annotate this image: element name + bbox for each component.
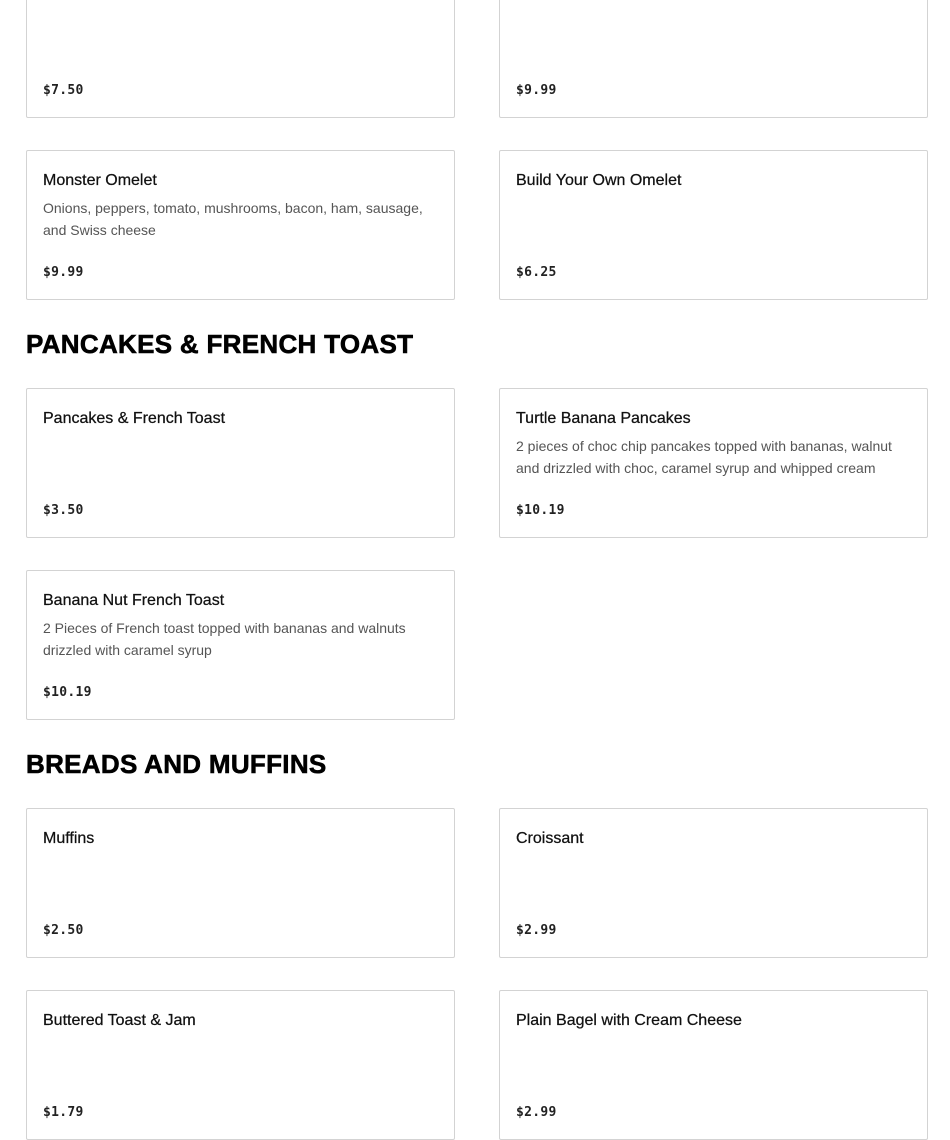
menu-item-price: $9.99	[43, 265, 84, 280]
menu-item-card[interactable]	[499, 150, 928, 300]
menu-item-name: Build Your Own Omelet	[516, 172, 682, 189]
menu-item-name: Croissant	[516, 830, 584, 847]
menu-item-card[interactable]	[26, 990, 455, 1140]
menu-item-name: Buttered Toast & Jam	[43, 1012, 196, 1029]
menu-item-card[interactable]	[26, 150, 455, 300]
menu-item-name: Pancakes & French Toast	[43, 410, 226, 427]
menu-item-price: $2.99	[516, 1105, 557, 1120]
menu-page	[26, 0, 928, 1140]
menu-item-card[interactable]	[26, 0, 455, 118]
section-header	[26, 300, 928, 388]
menu-item-card[interactable]	[26, 388, 455, 538]
menu-item-price: $10.19	[43, 685, 92, 700]
menu-item-card[interactable]	[499, 990, 928, 1140]
menu-item-card[interactable]	[26, 808, 455, 958]
menu-item-grid	[26, 0, 928, 300]
menu-item-card[interactable]	[499, 388, 928, 538]
menu-item-price: $9.99	[516, 83, 557, 98]
menu-item-name: Banana Nut French Toast	[43, 592, 225, 609]
menu-item-grid	[26, 388, 928, 720]
menu-item-name: Monster Omelet	[43, 172, 157, 189]
menu-item-price: $3.50	[43, 503, 84, 518]
menu-section-breads	[26, 720, 928, 1140]
menu-item-card[interactable]	[26, 570, 455, 720]
menu-section-pancakes	[26, 300, 928, 720]
menu-item-description: 2 Pieces of French toast topped with bananas and walnuts drizzled with caramel syrup	[43, 620, 406, 658]
menu-item-grid	[26, 808, 928, 1140]
menu-item-name: Turtle Banana Pancakes	[516, 410, 691, 427]
menu-item-price: $1.79	[43, 1105, 84, 1120]
menu-item-card[interactable]	[499, 808, 928, 958]
menu-item-price: $6.25	[516, 265, 557, 280]
menu-item-card[interactable]	[499, 0, 928, 118]
menu-section-omelets	[26, 0, 928, 300]
section-title: PANCAKES & FRENCH TOAST	[26, 329, 414, 359]
menu-item-description: Onions, peppers, tomato, mushrooms, bacon, ham, sausage, and Swiss cheese	[43, 200, 423, 238]
section-title: BREADS AND MUFFINS	[26, 749, 327, 779]
menu-item-price: $2.99	[516, 923, 557, 938]
menu-item-price: $7.50	[43, 83, 84, 98]
section-header	[26, 720, 928, 808]
menu-item-price: $10.19	[516, 503, 565, 518]
menu-item-description: 2 pieces of choc chip pancakes topped with bananas, walnut and drizzled with choc, caramel syrup and whipped cream	[516, 438, 892, 476]
menu-item-price: $2.50	[43, 923, 84, 938]
menu-item-name: Muffins	[43, 830, 95, 847]
menu-item-name: Plain Bagel with Cream Cheese	[516, 1012, 742, 1029]
